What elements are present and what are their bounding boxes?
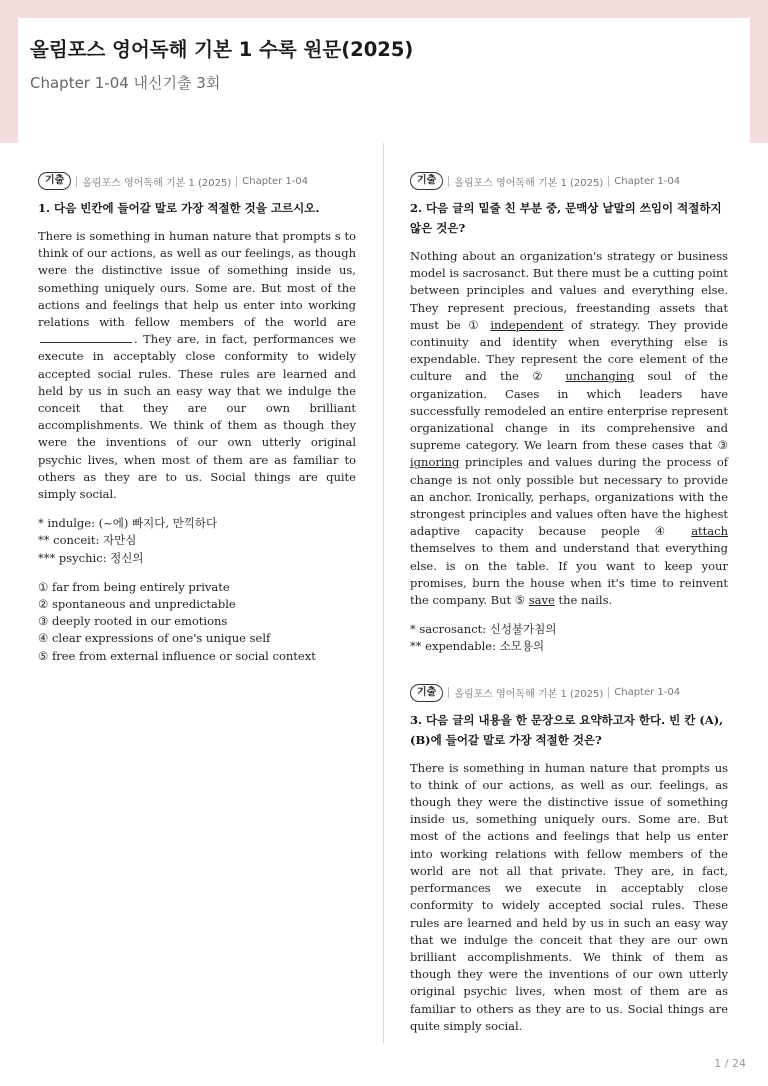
source-badge: 기출 <box>410 172 443 190</box>
page-number: 1 / 24 <box>714 1057 746 1070</box>
question-2-meta <box>410 172 728 190</box>
passage-text: Nothing about an organization's strategy or business model is sacrosanct. But there must be a cutting point between principles and values and everything else. They represent precious, freestanding assets that must be ① <box>410 249 728 332</box>
question-3-meta <box>410 684 728 702</box>
question-1-passage <box>38 228 356 503</box>
answer-blank <box>40 332 132 343</box>
underlined-word-3: ignoring <box>410 455 460 470</box>
question-3-title: 3. 다음 글의 내용을 한 문장으로 요약하고자 한다. 빈 칸 (A), (B)에 들어갈 말로 가장 적절한 것은? <box>410 712 724 747</box>
note-line: * sacrosanct: 신성불가침의 <box>410 622 557 637</box>
passage-text: of strategy. They provide continuity and identity when everything else is expendable. They represent the core element of the culture and the ② <box>410 317 729 384</box>
document-title: 올림포스 영어독해 기본 1 수록 원문(2025) <box>30 38 414 61</box>
note-line: * indulge: (~에) 빠지다, 만끽하다 <box>38 516 218 531</box>
choice-2: ② spontaneous and unpredictable <box>38 597 236 612</box>
question-1-meta <box>38 172 356 190</box>
underlined-word-2: unchanging <box>565 369 635 384</box>
meta-separator <box>236 176 237 187</box>
choice-1: ① far from being entirely private <box>38 579 230 594</box>
question-2-passage <box>410 248 728 609</box>
passage-text: There is something in human nature that prompts s to think of our actions, as well as our feelings, as though were the distinctive issue of something inside us, something uniquely ours. Some are. But most of the actions and feelings that help us enter into working relations with fellow members of the world are <box>38 229 356 330</box>
question-1-notes <box>38 515 356 567</box>
question-3-passage: There is something in human nature that prompts us to think of our actions, as well as our. feelings, as though they were the distinctive issue of something inside us, something uniquely ours. Some are. But most of the actions and feelings that help us enter into working relations with fellow members of the world are not all that private. They are, in fact, performances we execute in acceptably close conformity to widely accepted social rules. These rules are learned and held by us in such an easy way that we indulge the conceit that they are our own brilliant accomplishments. We think of them as though they were the inventions of our own utterly original psychic lives, when most of them are as familiar to others as they are to us. Social things are quite simply social. <box>410 760 728 1033</box>
meta-separator <box>448 176 449 187</box>
choice-5: ⑤ free from external influence or social context <box>38 648 316 663</box>
passage-text: . They are, in fact, performances we execute in acceptably close conformity to widely accepted social rules. These rules are learned and held by us in such an easy way that we indulge the conceit that they are our own brilliant accomplishments. We think of them as though they were the inventions of our own utterly original psychic lives, when most of them are as familiar to others as they are to us. Social things are quite simply social. <box>38 332 356 502</box>
meta-separator <box>76 176 77 187</box>
passage-text: soul of the organization. Cases in which leaders have successfully remodeled an entire enterprise represent organizational change in its comprehensive and supreme category. We learn from these cases that ③ <box>410 369 728 453</box>
book-name: 올림포스 영어독해 기본 1 (2025) <box>454 689 604 701</box>
underlined-word-5: save <box>528 593 555 608</box>
document-subtitle: Chapter 1-04 내신기출 3회 <box>30 74 221 92</box>
book-name: 올림포스 영어독해 기본 1 (2025) <box>454 177 604 189</box>
chapter-name: Chapter 1-04 <box>614 687 681 699</box>
note-line: ** conceit: 자만심 <box>38 533 137 548</box>
question-2-notes <box>410 621 728 655</box>
choice-3: ③ deeply rooted in our emotions <box>38 614 228 629</box>
passage-text: themselves to them and understand that everything else. is on the table. If you want to keep your promises, burn the house when it's time to reinvent the company. But ⑤ <box>410 541 728 608</box>
underlined-word-4: attach <box>691 524 729 539</box>
underlined-word-1: independent <box>490 317 564 332</box>
note-line: *** psychic: 정신의 <box>38 550 144 565</box>
meta-separator <box>448 687 449 698</box>
note-line: ** expendable: 소모용의 <box>410 639 545 654</box>
chapter-name: Chapter 1-04 <box>614 175 681 187</box>
meta-separator <box>608 176 609 187</box>
passage-text: principles and values during the process of change is not only possible but necessary to provide an anchor. Ironically, perhaps, organizations with the strongest principles and values often have the highest adaptive capacity because people ④ <box>410 455 729 539</box>
choice-4: ④ clear expressions of one's unique self <box>38 631 271 646</box>
question-2-title: 2. 다음 글의 밑줄 친 부분 중, 문맥상 낱말의 쓰임이 적절하지 않은 것은? <box>410 201 722 235</box>
chapter-name: Chapter 1-04 <box>242 175 309 187</box>
left-column <box>38 172 356 665</box>
column-divider <box>383 143 384 1043</box>
meta-separator <box>608 687 609 698</box>
right-column <box>410 172 728 1035</box>
book-name: 올림포스 영어독해 기본 1 (2025) <box>82 177 232 189</box>
question-1-choices <box>38 579 356 665</box>
question-1-title: 1. 다음 빈칸에 들어갈 말로 가장 적절한 것을 고르시오. <box>38 201 320 215</box>
source-badge: 기출 <box>38 172 71 190</box>
source-badge: 기출 <box>410 684 443 702</box>
passage-text: the nails. <box>558 593 613 608</box>
